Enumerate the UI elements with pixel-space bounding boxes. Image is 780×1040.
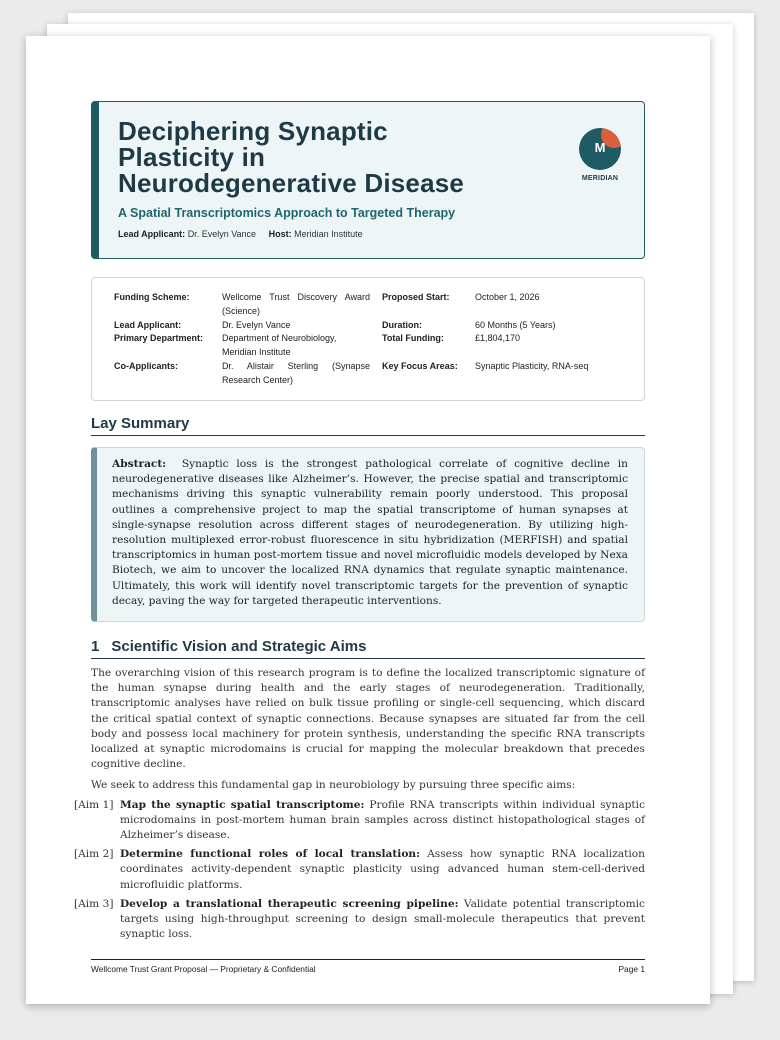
- total-funding-label: Total Funding:: [382, 333, 444, 343]
- logo-letter: M: [594, 140, 606, 155]
- lead-applicant-name: Dr. Evelyn Vance: [187, 229, 257, 239]
- page-content: [74, 101, 645, 946]
- lay-summary-heading: Lay Summary: [91, 415, 645, 436]
- primary-department-label: Primary Department:: [114, 333, 204, 343]
- funding-scheme-value: Wellcome Trust Discovery Award (Science): [222, 292, 370, 316]
- abstract-label: Abstract:: [112, 458, 167, 470]
- vision-paragraph: The overarching vision of this research program is to define the localized transcriptomic signature of the human synapse during health and the early stages of neurodegeneration. Traditionally, transcriptomic analyses have relied on bulk tissue profiling or single-cell sequencing, which discard the critical spatial context of synaptic connections. Because synapses are situated far from the cell body and possess local machinery for protein synthesis, understanding the specific RNA transcripts localized at synaptic microdomains is crucial for mapping the molecular breakdown that precedes cognitive decline.: [91, 667, 645, 771]
- aim-title: Develop a translational therapeutic screening pipeline:: [120, 897, 459, 910]
- proposed-start-value: October 1, 2026: [475, 292, 540, 302]
- logo-wordmark: MERIDIAN: [581, 175, 619, 182]
- aim-text: Assess how synaptic RNA localization coordinates activity-dependent synaptic plasticity using advanced human stem-cell-derived microfluidic platforms.: [120, 848, 645, 891]
- project-info-table: [91, 277, 645, 401]
- duration-value: 60 Months (5 Years): [475, 320, 556, 330]
- section-1-heading: [91, 638, 645, 659]
- duration-label: Duration:: [382, 320, 422, 330]
- aim-item: [74, 847, 645, 893]
- aim-tag: [Aim 2]: [74, 848, 114, 861]
- aims-list: [74, 798, 645, 943]
- logo-icon: [579, 128, 621, 170]
- aim-item: [74, 897, 645, 943]
- total-funding-value: £1,804,170: [475, 333, 521, 343]
- page-number: Page 1: [618, 964, 645, 974]
- section-number: 1: [91, 638, 100, 656]
- aim-title: Map the synaptic spatial transcriptome:: [120, 798, 365, 811]
- document-subtitle: A Spatial Transcriptomics Approach to Targeted Therapy: [118, 206, 456, 220]
- aim-text: Validate potential transcriptomic targets using high-throughput screening to design small-molecule therapeutics that prevent synaptic loss.: [120, 897, 645, 941]
- page-footer: [91, 959, 645, 974]
- meridian-logo: [578, 128, 622, 182]
- document-page: [26, 36, 710, 1004]
- lead-applicant-info-label: Lead Applicant:: [114, 320, 182, 330]
- primary-department-value: Department of Neurobiology, Meridian Institute: [222, 333, 337, 357]
- section-title: Scientific Vision and Strategic Aims: [111, 638, 367, 656]
- aim-text: Profile RNA transcripts within individual synaptic microdomains in post-mortem human brain samples across distinct histopathological stages of Alzheimer’s disease.: [120, 798, 645, 842]
- host-name: Meridian Institute: [294, 229, 363, 239]
- co-applicants-value: Dr. Alistair Sterling (Synapse Research Center): [222, 361, 370, 385]
- document-title: Deciphering Synaptic Plasticity in Neurodegenerative Disease: [118, 116, 465, 198]
- aim-tag: [Aim 3]: [74, 897, 114, 910]
- funding-scheme-label: Funding Scheme:: [114, 292, 190, 302]
- abstract-box: [91, 447, 645, 622]
- lead-applicant-info-value: Dr. Evelyn Vance: [222, 320, 291, 330]
- footer-left-text: Wellcome Trust Grant Proposal — Proprietary & Confidential: [91, 964, 316, 974]
- abstract-text: Synaptic loss is the strongest pathological correlate of cognitive decline in neurodegenerative diseases like Alzheimer’s. However, the precise spatial and transcriptomic mechanisms driving this synaptic vulnerability remain poorly understood. This proposal outlines a comprehensive project to map the spatial transcriptome of human synapses at single-synapse resolution across different stages of neurodegeneration. By utilizing high-resolution multiplexed error-robust fluorescence in situ hybridization (MERFISH) and spatial transcriptomics in human post-mortem tissue and novel microfluidic models developed by Nexa Biotech, we aim to uncover the localized RNA dynamics that regulate synaptic maintenance. Ultimately, this work will identify novel transcriptomic targets for the prevention of synaptic decay, paving the way for targeted therapeutic interventions.: [112, 458, 628, 607]
- key-focus-value: Synaptic Plasticity, RNA-seq: [475, 361, 589, 371]
- co-applicants-label: Co-Applicants:: [114, 361, 178, 371]
- lead-applicant-label: Lead Applicant:: [118, 229, 186, 239]
- aim-tag: [Aim 1]: [74, 798, 114, 811]
- aims-intro-paragraph: We seek to address this fundamental gap in neurobiology by pursuing three specific aims:: [91, 779, 576, 792]
- aim-title: Determine functional roles of local translation:: [120, 848, 421, 861]
- proposed-start-label: Proposed Start:: [382, 292, 450, 302]
- aim-item: [74, 798, 645, 844]
- title-block: [91, 101, 645, 259]
- applicant-line: [118, 229, 363, 239]
- key-focus-label: Key Focus Areas:: [382, 361, 458, 371]
- host-label: Host:: [268, 229, 292, 239]
